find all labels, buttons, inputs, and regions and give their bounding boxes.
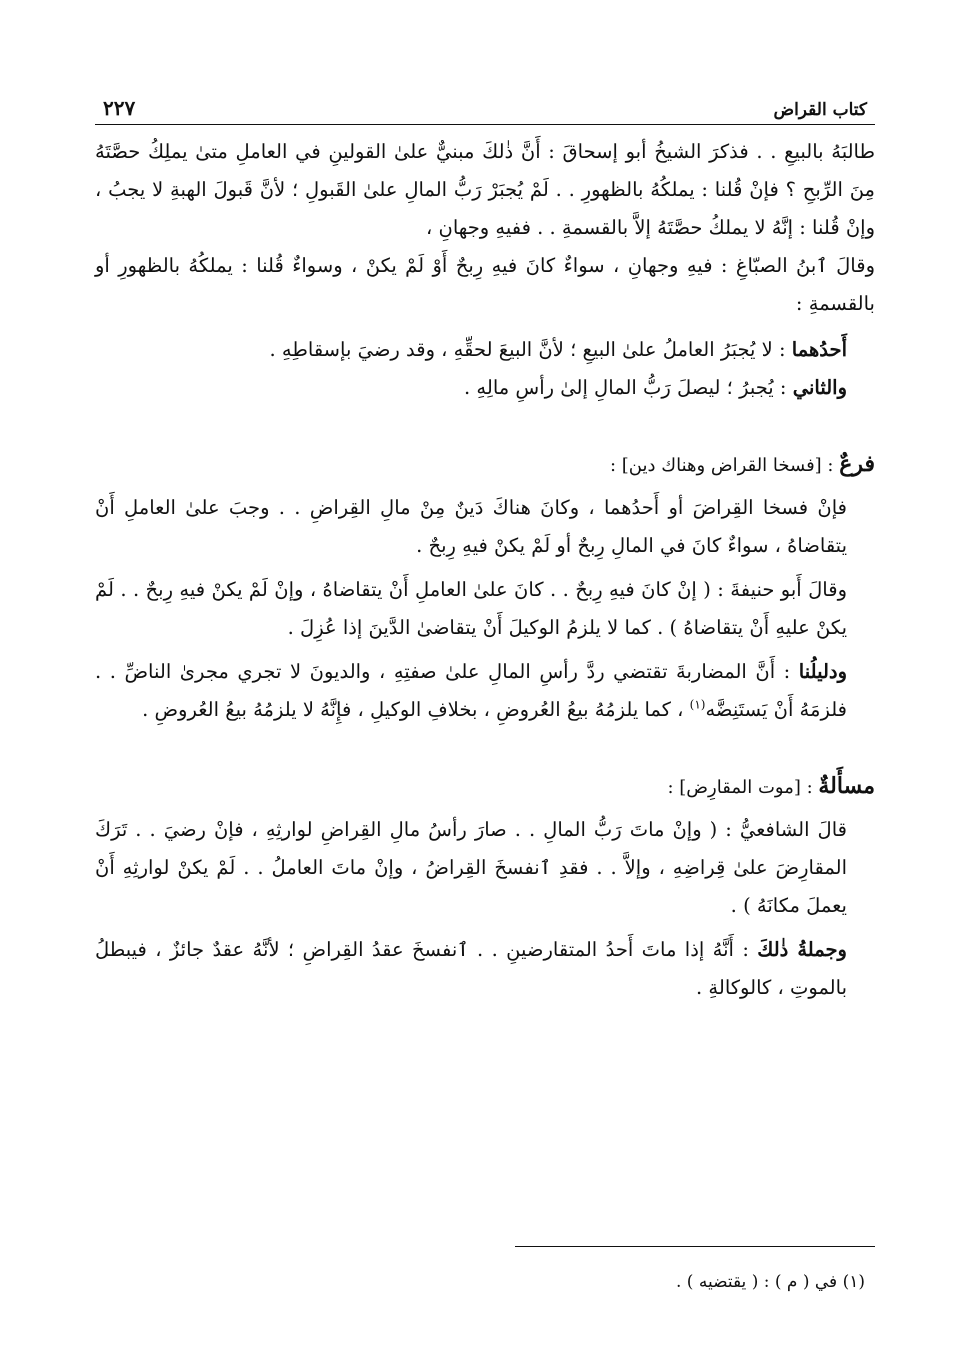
section-heading	[95, 445, 875, 485]
paragraph-text: : أَنَّهُ إذا ماتَ أَحدُ المتقارضينِ . . ٱنفسخَ عقدُ القِراضِ ؛ لأنَّهُ عقدٌ جائزٌ ، فيبطلُ بالموتِ ، كالوكالةِ .	[95, 938, 847, 999]
document-page	[95, 86, 875, 1292]
page-number: ٢٢٧	[103, 96, 136, 120]
section-heading	[95, 767, 875, 807]
footnote-number: (١)	[842, 1272, 865, 1292]
paragraph-text: ، كما يلزمُهُ بيعُ العُروضِ ، بخلافِ الوكيلِ ، فإِنَّهُ لا يلزمُهُ بيعُ العُروضِ .	[142, 698, 690, 721]
heading-term: فرعٌ	[839, 451, 875, 477]
paragraph: قالَ الشافعيُّ : ( وإنْ ماتَ رَبُّ المالِ . . صارَ رأسُ مالِ القِراضِ لوارثِهِ ، فإنْ رضيَ . . تَرَكَ المقارِضَ علىٰ قِراضِهِ ، وإلاَّ . . فقدِ ٱنفسخَ القِراضُ ، وإنْ ماتَ العاملُ . . لَمْ يكنْ لوارثِهِ أَنْ يعملَ مكانَهُ ) .	[95, 818, 847, 917]
paragraph-lead: ودليلُنا	[798, 660, 847, 683]
heading-term: مسأَلةٌ	[818, 773, 875, 799]
paragraph	[95, 931, 875, 1007]
paragraph: طالبَهُ بالبيعِ . . فذكرَ الشيخُ أبو إسحاقَ : أَنَّ ذٰلكَ مبنيٌّ علىٰ القولينِ في العاملِ متىٰ يملِكُ حصَّتَهُ مِنَ الرِّبحِ ؟ فإنْ قُلنا : يملكُهُ بالظهورِ . . لَمْ يُجبَرْ رَبُّ المالِ علىٰ القَبولِ ؛ لأنَّ قَبولَ الهبةِ لا يجبُ ، وإنْ قُلنا : إنَّهُ لا يملكُ حصَّتَهُ إلاَّ بالقسمةِ . . ففيهِ وجهانِ ،	[95, 140, 875, 239]
body-text	[95, 133, 875, 1007]
footnote-reference[interactable]: (١)	[689, 697, 706, 712]
footnote-divider	[515, 1246, 875, 1247]
heading-subtitle: : [فسخا القراض وهناك دين] :	[609, 455, 840, 476]
running-header	[95, 86, 875, 125]
footnote	[676, 1272, 865, 1292]
paragraph	[95, 331, 875, 369]
paragraph: فإنْ فسخا القِراضَ أو أَحدُهما ، وكانَ هناكَ دَينٌ مِنْ مالِ القِراضِ . . وجبَ علىٰ العاملِ أَنْ يتقاضاهُ ، سواءٌ كانَ في المالِ رِبحٌ أو لَمْ يكنْ فيهِ رِبحٌ .	[95, 496, 847, 557]
heading-subtitle: : [موت المقارِض] :	[667, 777, 819, 798]
paragraph: وقالَ أَبو حنيفةَ : ( إنْ كانَ فيهِ رِبحٌ . . كانَ علىٰ العاملِ أَنْ يتقاضاهُ ، وإنْ لَمْ يكنْ فيهِ رِبحٌ . . لَمْ يكنْ عليهِ أَنْ يتقاضاهُ ) . كما لا يلزمُ الوكيلَ أَنْ يتقاضىٰ الدَّينَ إذا عُزِلَ .	[95, 578, 847, 639]
paragraph-lead: والثاني	[792, 376, 847, 399]
footnote-text: في ( م ) : ( يقتضيه ) .	[676, 1272, 838, 1292]
paragraph-lead: وجملةُ ذٰلكَ	[757, 938, 847, 961]
paragraph-lead: أَحدُهما	[791, 338, 847, 361]
paragraph	[95, 369, 875, 407]
paragraph: وقالَ ٱبنُ الصبّاغِ : فيهِ وجهانِ ، سواءٌ كانَ فيهِ رِبحٌ أَوْ لَمْ يكنْ ، وسواءٌ قُلنا : يملكُهُ بالظهورِ أو بالقسمةِ :	[95, 254, 875, 315]
paragraph-text: : يُجبرُ ؛ ليصلَ رَبُّ المالِ إلىٰ رأسِ مالِهِ .	[464, 376, 793, 399]
paragraph	[95, 653, 875, 729]
book-title: كتاب القراض	[773, 100, 867, 120]
paragraph-text: : أَنَّ المضاربةَ تقتضي ردَّ رأسِ المالِ علىٰ صفتِهِ ، والديونَ لا تجري مجرىٰ الناضِّ . . فلزمَهُ أَنْ يَستَنِضَّه	[95, 660, 847, 721]
paragraph-text: : لا يُجبَرُ العاملُ علىٰ البيعِ ؛ لأنَّ البيعَ لحقِّهِ ، وقد رضيَ بإسقاطِهِ .	[269, 338, 792, 361]
